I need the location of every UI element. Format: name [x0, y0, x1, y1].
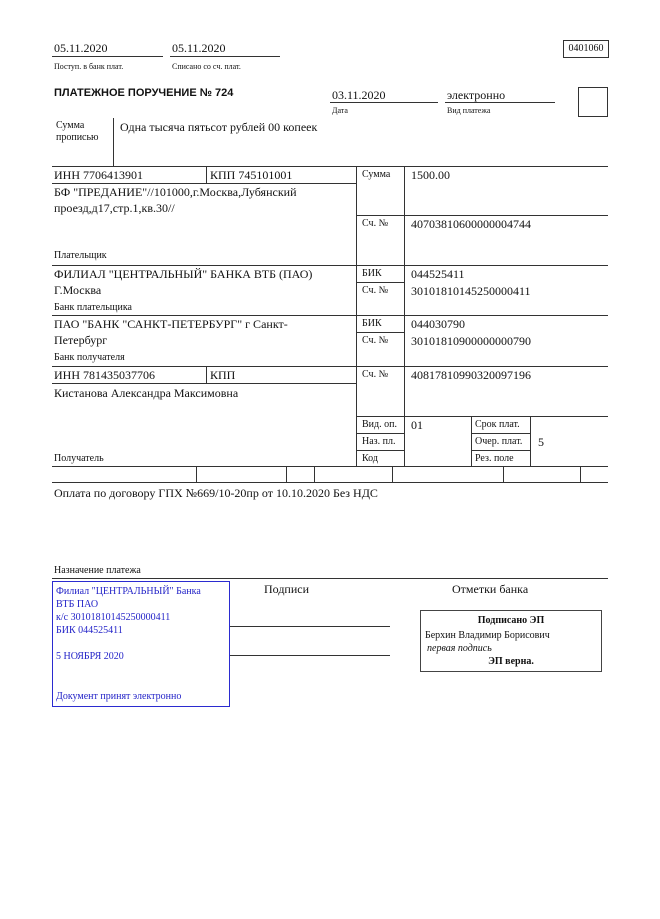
payer-bank-bik-label: БИК	[362, 268, 382, 279]
purpose-code-label: Наз. пл.	[362, 436, 396, 447]
date-label: Дата	[332, 106, 348, 115]
divider	[52, 466, 608, 467]
divider	[113, 118, 114, 166]
e-signature-role: первая подпись	[427, 643, 492, 654]
received-label: Поступ. в банк плат.	[54, 62, 124, 71]
divider	[356, 450, 404, 451]
divider	[52, 482, 608, 483]
payer-account: 40703810600000004744	[411, 217, 531, 231]
stamp-line4: БИК 044525411	[56, 625, 123, 636]
divider	[356, 215, 608, 216]
payer-bank-name-line1: ФИЛИАЛ "ЦЕНТРАЛЬНЫЙ" БАНКА ВТБ (ПАО)	[54, 267, 313, 281]
payment-type: электронно	[447, 88, 506, 102]
recipient-inn: ИНН 781435037706	[54, 368, 155, 382]
stamp-line3: к/с 30101810145250000411	[56, 612, 171, 623]
e-signature-signer: Берхин Владимир Борисович	[425, 630, 550, 641]
document-date: 03.11.2020	[332, 88, 386, 102]
divider	[170, 56, 280, 57]
recipient-bank-name-line1: ПАО "БАНК "САНКТ-ПЕТЕРБУРГ" г Санкт-	[54, 317, 288, 331]
bank-marks-label: Отметки банка	[452, 582, 529, 596]
op-type-label: Вид. оп.	[362, 419, 397, 430]
divider	[286, 466, 287, 482]
divider	[356, 166, 357, 466]
divider	[52, 166, 608, 167]
purpose-label: Назначение платежа	[54, 565, 141, 576]
payment-type-label: Вид платежа	[447, 106, 491, 115]
code-label: Код	[362, 453, 378, 464]
divider	[404, 166, 405, 466]
debited-date: 05.11.2020	[172, 41, 226, 55]
divider	[356, 332, 404, 333]
payer-bank-name-line2: Г.Москва	[54, 283, 102, 297]
signatures-label: Подписи	[264, 582, 310, 596]
recipient-bank-bik: 044030790	[411, 317, 465, 331]
signature-line	[230, 626, 390, 627]
divider	[503, 466, 504, 482]
payer-inn: ИНН 7706413901	[54, 168, 143, 182]
divider	[52, 383, 356, 384]
divider	[52, 578, 608, 579]
divider	[314, 466, 315, 482]
e-signature-verdict: ЭП верна.	[488, 656, 534, 667]
bank-stamp	[52, 581, 230, 707]
divider	[445, 102, 555, 103]
amount-words-value: Одна тысяча пятьсот рублей 00 копеек	[120, 120, 318, 134]
recipient-name: Кистанова Александра Максимовна	[54, 386, 239, 400]
priority-label: Очер. плат.	[475, 436, 523, 447]
stamp-status: Документ принят электронно	[56, 691, 182, 702]
status-box	[578, 87, 608, 117]
divider	[471, 433, 530, 434]
recipient-bank-account: 30101810900000000790	[411, 334, 531, 348]
payer-bank-bik: 044525411	[411, 267, 465, 281]
amount-words-label	[56, 120, 99, 144]
divider	[530, 416, 531, 466]
divider	[356, 282, 404, 283]
payer-bank-label: Банк плательщика	[54, 302, 132, 313]
amount-words-label-line2: прописью	[56, 132, 99, 143]
divider	[52, 183, 356, 184]
divider	[356, 416, 608, 417]
divider	[206, 166, 207, 183]
recipient-label: Получатель	[54, 453, 104, 464]
e-signature-title: Подписано ЭП	[477, 615, 545, 626]
divider	[580, 466, 581, 482]
recipient-bank-label: Банк получателя	[54, 352, 125, 363]
op-type-value: 01	[411, 418, 423, 432]
stamp-line2: ВТБ ПАО	[56, 599, 99, 610]
purpose-text: Оплата по договору ГПХ №669/10-20пр от 10.10.2020 Без НДС	[54, 486, 378, 500]
recipient-account-label: Сч. №	[362, 369, 389, 380]
divider	[471, 416, 472, 466]
signature-line	[230, 655, 390, 656]
divider	[52, 265, 608, 266]
recipient-kpp: КПП	[210, 368, 236, 382]
received-date: 05.11.2020	[54, 41, 108, 55]
amount-value: 1500.00	[411, 168, 450, 182]
divider	[196, 466, 197, 482]
payer-name-line2: проезд,д17,стр.1,кв.30//	[54, 201, 175, 215]
amount-words-label-line1: Сумма	[56, 120, 85, 131]
divider	[356, 433, 404, 434]
recipient-bank-account-label: Сч. №	[362, 335, 389, 346]
divider	[52, 315, 608, 316]
divider	[206, 366, 207, 383]
payer-label: Плательщик	[54, 250, 107, 261]
stamp-date: 5 НОЯБРЯ 2020	[56, 651, 124, 662]
recipient-bank-bik-label: БИК	[362, 318, 382, 329]
divider	[392, 466, 393, 482]
payer-account-label: Сч. №	[362, 218, 389, 229]
page-title: ПЛАТЕЖНОЕ ПОРУЧЕНИЕ № 724	[54, 87, 234, 99]
payer-kpp: КПП 745101001	[210, 168, 293, 182]
payer-bank-account: 30101810145250000411	[411, 284, 531, 298]
reserve-label: Рез. поле	[475, 453, 514, 464]
divider	[330, 102, 438, 103]
e-signature-box	[420, 610, 602, 672]
recipient-account: 40817810990320097196	[411, 368, 531, 382]
payer-name-line1: БФ "ПРЕДАНИЕ"//101000,г.Москва,Лубянский	[54, 185, 297, 199]
payer-bank-account-label: Сч. №	[362, 285, 389, 296]
form-code: 0401060	[563, 40, 609, 58]
priority-value: 5	[538, 435, 544, 449]
debited-label: Списано со сч. плат.	[172, 62, 241, 71]
divider	[471, 450, 530, 451]
divider	[52, 366, 608, 367]
amount-label: Сумма	[362, 169, 391, 180]
stamp-line1: Филиал "ЦЕНТРАЛЬНЫЙ" Банка	[56, 586, 201, 597]
divider	[52, 56, 163, 57]
recipient-bank-name-line2: Петербург	[54, 333, 108, 347]
due-date-label: Срок плат.	[475, 419, 520, 430]
